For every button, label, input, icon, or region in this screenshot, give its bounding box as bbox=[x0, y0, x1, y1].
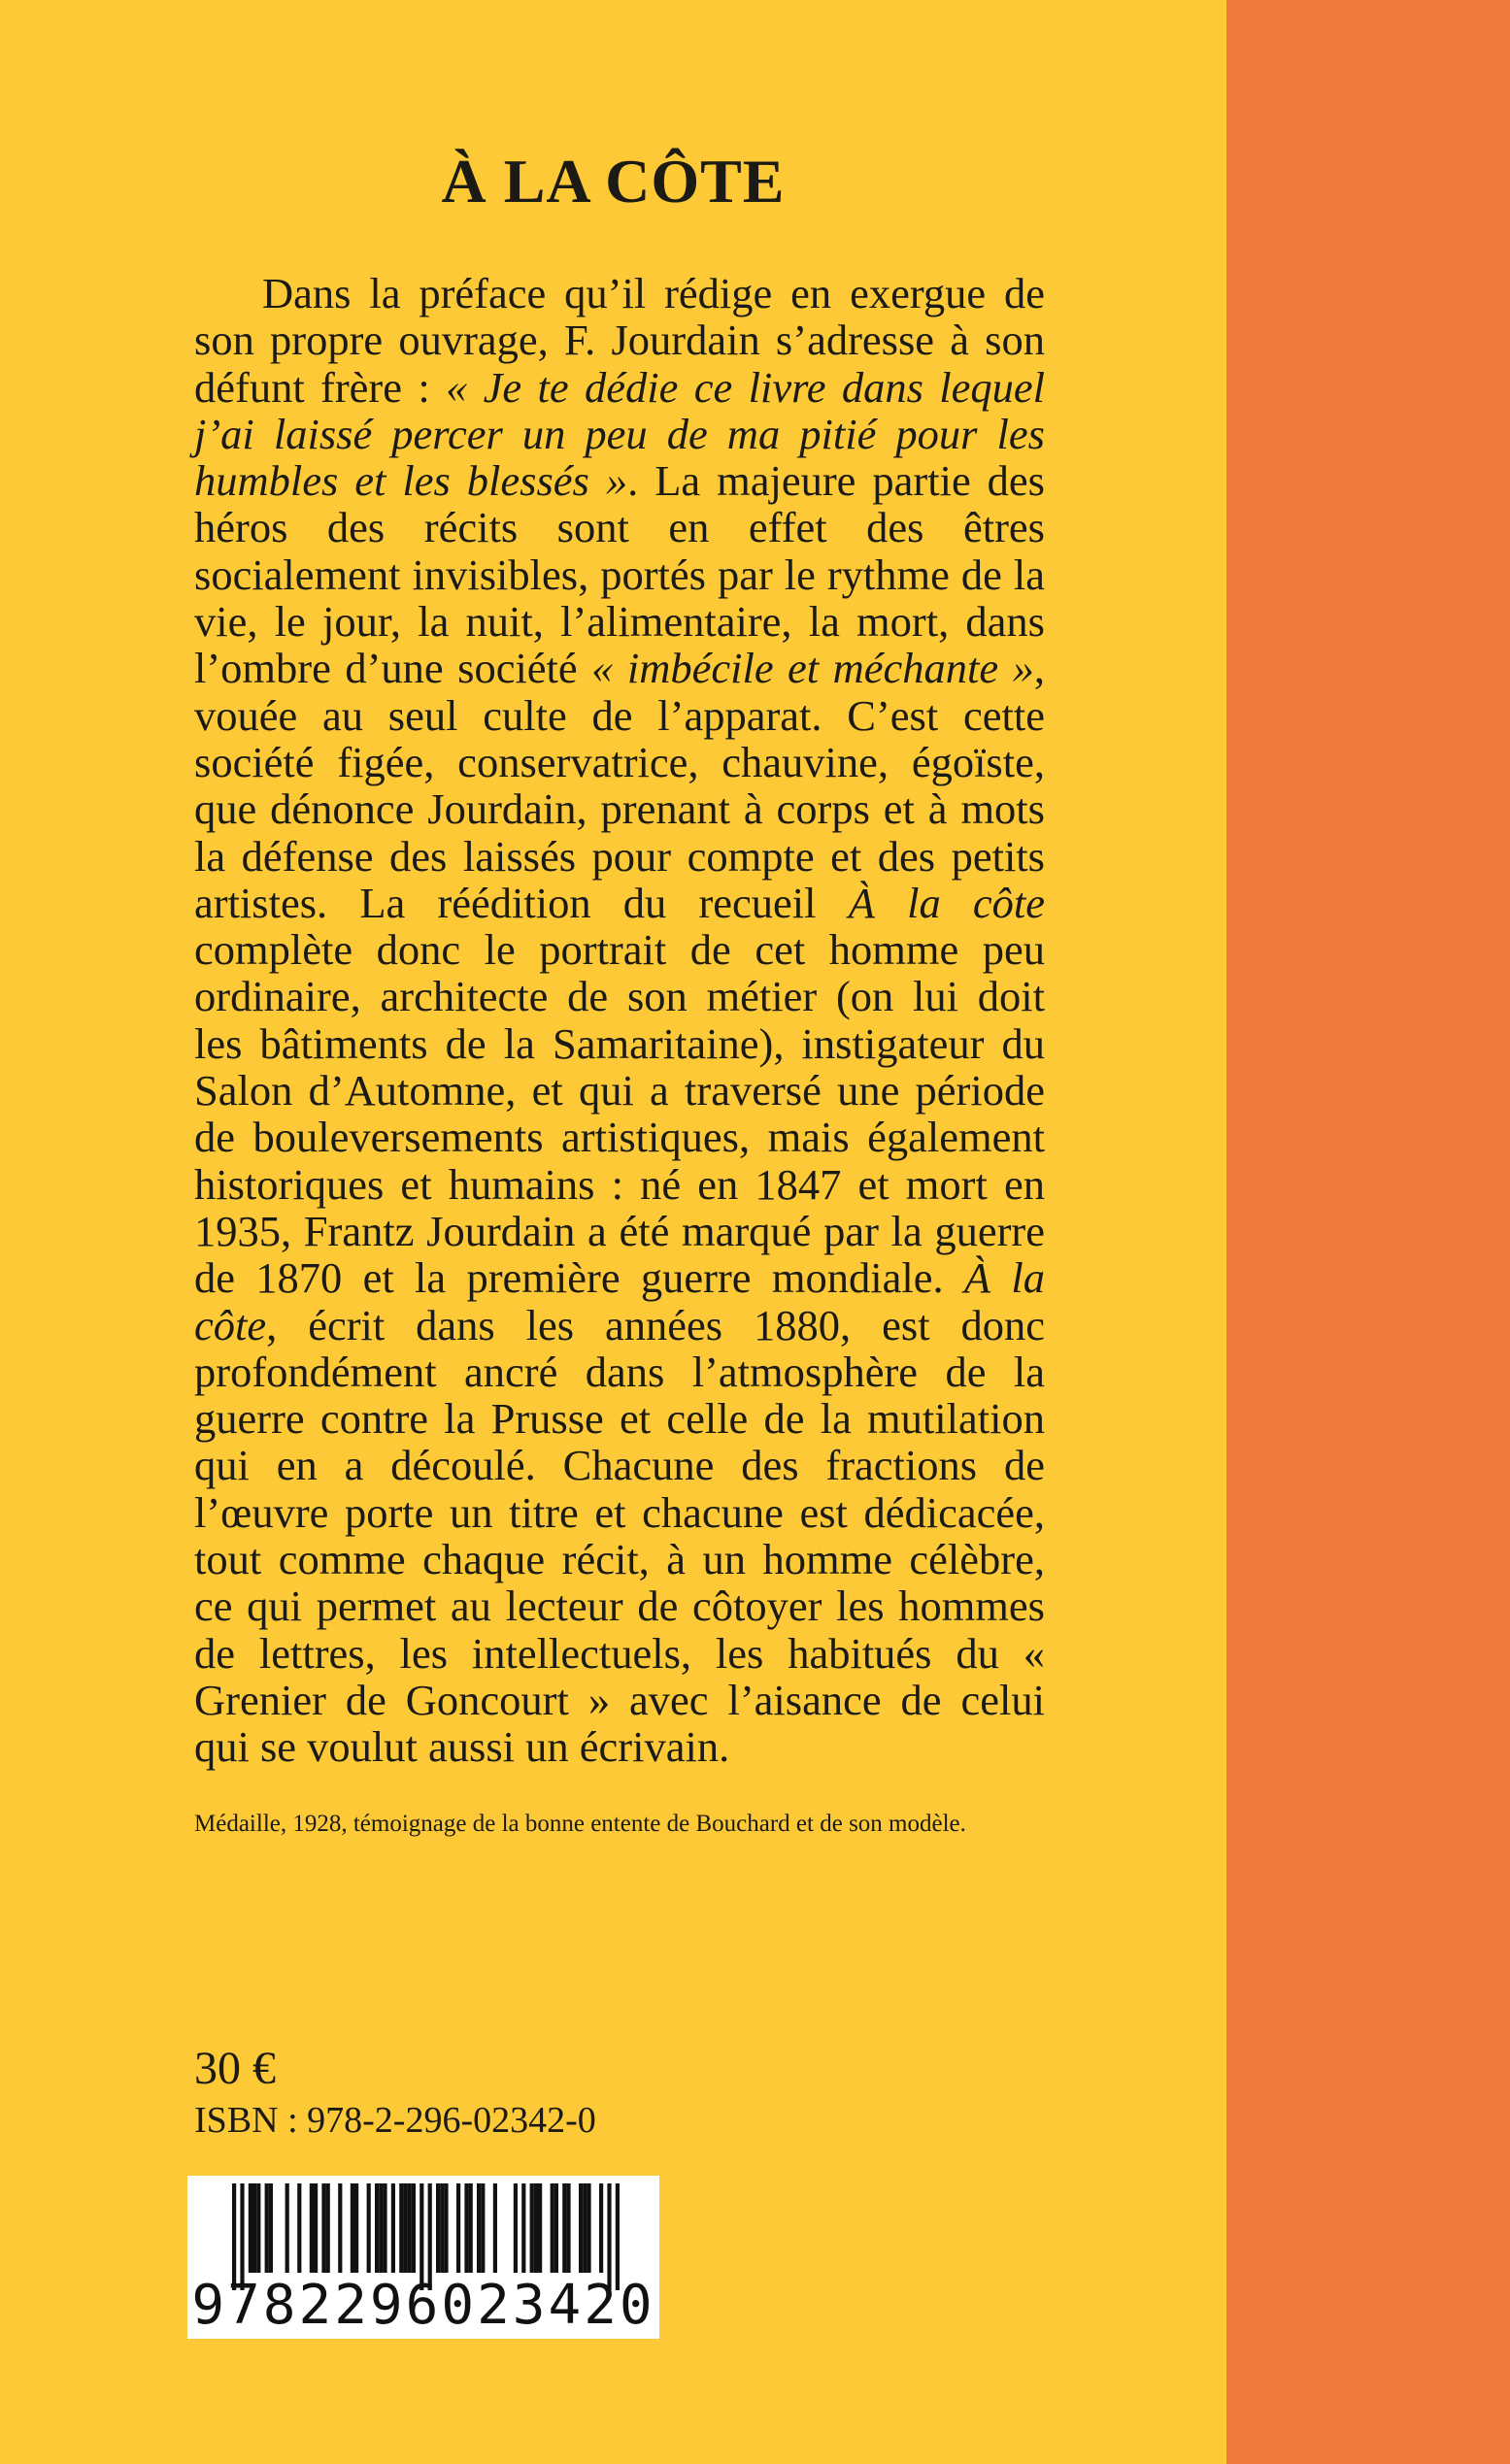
barcode-bar bbox=[562, 2183, 566, 2273]
barcode-bar bbox=[297, 2183, 301, 2273]
barcode-bar bbox=[481, 2183, 485, 2273]
barcode-bar bbox=[314, 2183, 318, 2273]
barcode-bar bbox=[326, 2183, 330, 2273]
isbn: ISBN : 978-2-296-02342-0 bbox=[194, 2100, 596, 2141]
price: 30 € bbox=[194, 2043, 276, 2094]
barcode-bar bbox=[464, 2183, 468, 2273]
book-title: À LA CÔTE bbox=[441, 147, 786, 216]
barcode-bar bbox=[530, 2183, 534, 2273]
barcode-bar bbox=[587, 2183, 590, 2273]
barcode-bar bbox=[338, 2183, 342, 2273]
barcode-digits: 9782296023420 bbox=[191, 2274, 655, 2337]
barcode-bar bbox=[256, 2183, 260, 2273]
barcode-bar bbox=[252, 2183, 256, 2273]
blurb-quote: « imbécile et méchante » bbox=[591, 644, 1034, 693]
barcode-bar bbox=[269, 2183, 273, 2273]
blurb-segment: , écrit dans les années 1880, est donc profondément ancré dans l’atmosphère de la guerre contre la Prusse et celle de la mutilation qui en a découlé. Chacune des fractions de l’œuvre porte un titre et chacune est dédicacée, tout comme chaque récit, à un homme célèbre, ce qui permet au lecteur de côtoyer les hommes de lettres, les intellectuels, les habitués du « Grenier de Goncourt » avec l’aisance de celui qui se voulut aussi un écrivain. bbox=[194, 1300, 1045, 1772]
barcode-bar bbox=[583, 2183, 587, 2273]
barcode bbox=[187, 2176, 659, 2339]
barcode-bar bbox=[551, 2183, 554, 2273]
barcode-bar bbox=[379, 2183, 383, 2273]
barcode-bar bbox=[375, 2183, 379, 2273]
barcode-bar bbox=[444, 2183, 448, 2273]
blurb-segment: Dans la préface qu’il rédige en exergue de son propre ouvrage, F. Jourdain s’adresse à son défunt frère : bbox=[194, 269, 1045, 412]
barcode-bar bbox=[321, 2183, 325, 2273]
blurb-segment: complète donc le portrait de cet homme peu ordinaire, architecte de son métier (on lui doit les bâtiments de la Samaritaine), instigateur du Salon d’Automne, et qui a traversé une période de bouleversements artistiques, mais également historiques et humains : né en 1847 et mort en 1935, Frantz Jourdain a été marqué par la guerre de 1870 et la première guerre mondiale. bbox=[194, 925, 1045, 1303]
spine bbox=[1226, 0, 1510, 2464]
barcode-bar bbox=[579, 2183, 583, 2273]
barcode-bar bbox=[403, 2183, 407, 2273]
barcode-bar bbox=[408, 2183, 412, 2273]
barcode-bar bbox=[265, 2183, 269, 2273]
barcode-bar bbox=[521, 2183, 525, 2273]
barcode-bar bbox=[534, 2183, 538, 2273]
barcode-bar bbox=[367, 2183, 371, 2273]
barcode-bar bbox=[514, 2183, 518, 2273]
blurb-segment: , vouée au seul culte de l’apparat. C’est cette société figée, conservatrice, chauvine, égoïste, que dénonce Jourdain, prenant à corps et à mots la défense des laissés pour compte et des petits artistes. La réédition du recueil bbox=[194, 644, 1045, 927]
blurb-quote: « Je te dédie ce livre dans lequel j’ai laissé percer un peu de ma pitié pour les humbles et les blessés » bbox=[194, 362, 1045, 506]
barcode-bar bbox=[351, 2183, 354, 2273]
barcode-bar bbox=[554, 2183, 558, 2273]
barcode-bar bbox=[436, 2183, 440, 2273]
barcode-bar bbox=[477, 2183, 481, 2273]
barcode-bar bbox=[538, 2183, 542, 2273]
barcode-bar bbox=[383, 2183, 386, 2273]
barcode-bar bbox=[285, 2183, 289, 2273]
barcode-bar bbox=[566, 2183, 570, 2273]
barcode-bar bbox=[399, 2183, 403, 2273]
blurb-book-title: À la côte bbox=[848, 878, 1045, 927]
barcode-bar bbox=[456, 2183, 460, 2273]
barcode-bar bbox=[599, 2183, 603, 2273]
barcode-bar bbox=[412, 2183, 416, 2273]
barcode-bar bbox=[493, 2183, 497, 2273]
barcode-bar bbox=[249, 2183, 252, 2273]
barcode-bar bbox=[391, 2183, 395, 2273]
barcode-bar bbox=[440, 2183, 444, 2273]
blurb-book-title: À la côte bbox=[194, 1253, 1045, 1349]
barcode-bar bbox=[469, 2183, 473, 2273]
barcode-bar bbox=[354, 2183, 358, 2273]
blurb-paragraph bbox=[194, 270, 1045, 1771]
barcode-bar bbox=[310, 2183, 314, 2273]
image-caption: Médaille, 1928, témoignage de la bonne entente de Bouchard et de son modèle. bbox=[194, 1811, 966, 1837]
blurb-segment: . La majeure partie des héros des récits sont en effet des êtres socialement invisibles, portés par le rythme de la vie, le jour, la nuit, l’alimentaire, la mort, dans l’ombre d’une société bbox=[194, 456, 1045, 693]
